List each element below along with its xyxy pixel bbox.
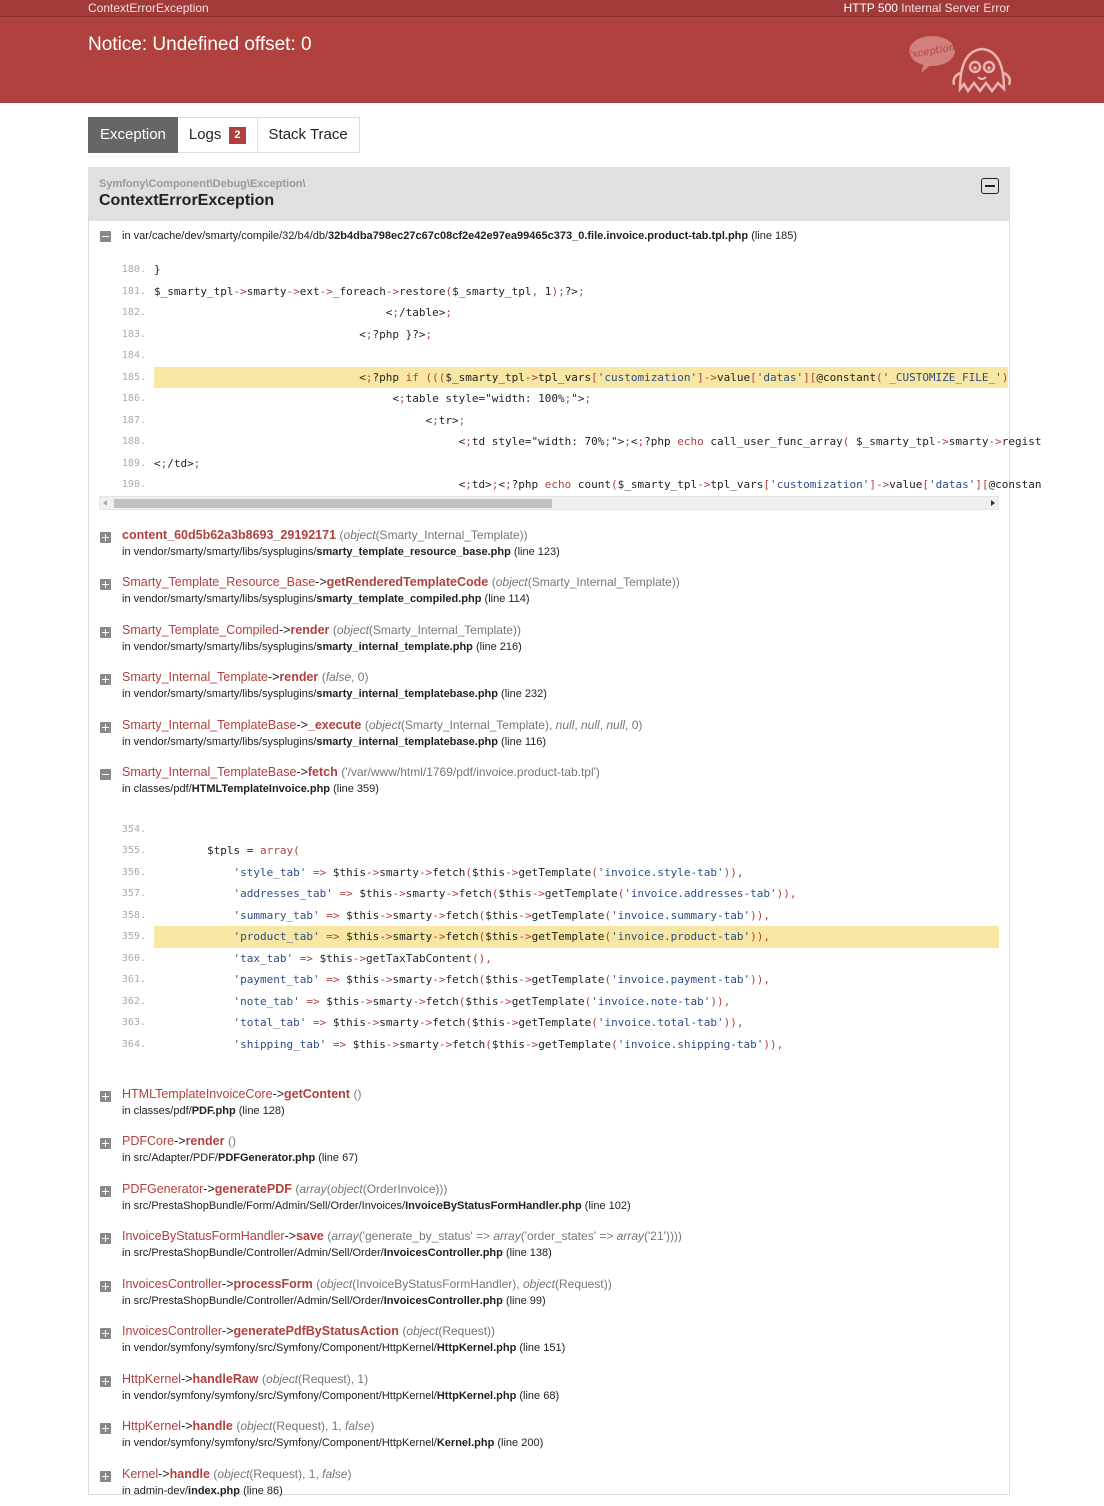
exception-class: ContextErrorException — [99, 192, 999, 210]
trace-line: (line 216) — [476, 641, 522, 653]
trace-arrow: -> — [315, 575, 326, 589]
trace-item[interactable] — [89, 757, 1009, 805]
trace-arrow: -> — [268, 670, 279, 684]
exception-name-label: ContextErrorException — [88, 0, 209, 16]
trace-class: Smarty_Internal_TemplateBase — [122, 718, 296, 732]
trace-item[interactable] — [89, 1174, 1009, 1222]
expand-frame-icon[interactable] — [100, 579, 111, 590]
trace-file: InvoicesController.php — [384, 1247, 503, 1259]
exception-namespace: Symfony\Component\Debug\Exception\ — [99, 178, 999, 190]
trace-path: in classes/pdf/ — [122, 783, 192, 795]
trace-location — [122, 639, 1009, 655]
trace-location — [122, 1198, 1009, 1214]
trace-item[interactable] — [89, 1364, 1009, 1412]
trace-class: PDFGenerator — [122, 1182, 203, 1196]
code-line — [99, 388, 999, 410]
trace-class: HttpKernel — [122, 1372, 181, 1386]
expand-frame-icon[interactable] — [100, 1376, 111, 1387]
line-number: 362. — [99, 991, 154, 1013]
line-number: 181. — [99, 281, 154, 303]
trace-args: () — [353, 1087, 361, 1101]
trace-call — [122, 1465, 1009, 1483]
code-text: <;tr>; — [154, 410, 999, 432]
line-number: 358. — [99, 905, 154, 927]
code-text: 'shipping_tab' => $this->smarty->fetch($this->getTemplate('invoice.shipping-tab')), — [154, 1034, 999, 1056]
trace-item[interactable] — [89, 1459, 1009, 1506]
trace-item[interactable] — [89, 1221, 1009, 1269]
trace-location — [122, 1293, 1009, 1309]
trace-call — [122, 1085, 1009, 1103]
trace-path: in vendor/smarty/smarty/libs/sysplugins/ — [122, 593, 316, 605]
trace-args: (array(object(OrderInvoice))) — [295, 1182, 447, 1196]
code-text: <;td>;<;?php echo count($_smarty_tpl->tpl_vars['customization']->value['datas'][@constan — [154, 474, 1042, 496]
trace-file: InvoicesController.php — [384, 1295, 503, 1307]
trace-item[interactable] — [89, 1411, 1009, 1459]
tab-stack-trace-label: Stack Trace — [269, 118, 348, 152]
trace-class: Kernel — [122, 1467, 158, 1481]
trace-item[interactable] — [89, 662, 1009, 710]
code-text: 'note_tab' => $this->smarty->fetch($this->getTemplate('invoice.note-tab')), — [154, 991, 999, 1013]
first-frame-line: (line 185) — [751, 230, 797, 242]
expand-frame-icon[interactable] — [100, 532, 111, 543]
line-number: 184. — [99, 345, 154, 367]
trace-function: handleRaw — [193, 1372, 259, 1386]
trace-location — [122, 1150, 1009, 1166]
code-line — [99, 324, 999, 346]
tab-exception[interactable] — [88, 117, 178, 153]
trace-line: (line 151) — [519, 1342, 565, 1354]
ghost-logo-text: Exception! — [903, 41, 960, 61]
exception-ghost-icon — [908, 29, 1012, 97]
line-number: 357. — [99, 883, 154, 905]
trace-item[interactable] — [89, 1269, 1009, 1317]
line-number: 183. — [99, 324, 154, 346]
trace-call — [122, 668, 1009, 686]
status-text: Internal Server Error — [901, 1, 1010, 15]
trace-file: HttpKernel.php — [437, 1342, 516, 1354]
code-line — [99, 431, 999, 453]
trace-function: render — [290, 623, 329, 637]
trace-file: smarty_internal_templatebase.php — [316, 736, 498, 748]
code-text: <;td style="width: 70%;">;<;?php echo call_user_func_array( $_smarty_tpl->smarty->regist — [154, 431, 1042, 453]
trace-call — [122, 1180, 1009, 1198]
expand-frame-icon[interactable] — [100, 1138, 111, 1149]
trace-line: (line 86) — [243, 1485, 283, 1497]
expand-frame-icon[interactable] — [100, 1186, 111, 1197]
line-number: 354. — [99, 819, 154, 841]
trace-line: (line 102) — [585, 1200, 631, 1212]
line-number: 188. — [99, 431, 154, 453]
trace-path: in vendor/smarty/smarty/libs/sysplugins/ — [122, 641, 316, 653]
trace-call — [122, 621, 1009, 639]
trace-class: HTMLTemplateInvoiceCore — [122, 1087, 273, 1101]
trace-call — [122, 573, 1009, 591]
line-number: 359. — [99, 926, 154, 948]
trace-arrow: -> — [285, 1229, 296, 1243]
tab-exception-label: Exception — [100, 118, 166, 152]
code-text: $_smarty_tpl->smarty->ext->_foreach->restore($_smarty_tpl, 1);?>; — [154, 281, 999, 303]
scroll-right-icon[interactable] — [991, 500, 995, 506]
code-line — [99, 905, 999, 927]
first-frame-text — [122, 221, 797, 251]
trace-call — [122, 1227, 1009, 1245]
code-line — [99, 862, 999, 884]
code-text: 'product_tab' => $this->smarty->fetch($this->getTemplate('invoice.product-tab')), — [154, 926, 999, 948]
trace-line: (line 232) — [501, 688, 547, 700]
trace-path: in src/PrestaShopBundle/Controller/Admin/Sell/Order/ — [122, 1247, 384, 1259]
trace-path: in vendor/smarty/smarty/libs/sysplugins/ — [122, 736, 316, 748]
line-number: 180. — [99, 259, 154, 281]
code-line — [99, 969, 999, 991]
trace-function: save — [296, 1229, 324, 1243]
trace-item[interactable] — [89, 1079, 1009, 1127]
code-line — [99, 345, 999, 367]
code-text: 'summary_tab' => $this->smarty->fetch($this->getTemplate('invoice.summary-tab')), — [154, 905, 999, 927]
trace-item[interactable] — [89, 1126, 1009, 1174]
trace-call — [122, 1370, 1009, 1388]
code-text: } — [154, 259, 999, 281]
code-text: <;?php if ((($_smarty_tpl->tpl_vars['customization']->value['datas'][@constant('_CUSTOMIZE_FILE_') — [154, 367, 1008, 389]
code-line — [99, 948, 999, 970]
code-line — [99, 883, 999, 905]
trace-call — [122, 1322, 1009, 1340]
trace-location — [122, 591, 1009, 607]
trace-line: (line 128) — [239, 1105, 285, 1117]
trace-location — [122, 544, 1009, 560]
trace-file: smarty_internal_template.php — [316, 641, 473, 653]
trace-args: (object(Request)) — [402, 1324, 495, 1338]
trace-call — [122, 1275, 1009, 1293]
collapse-all-icon[interactable] — [981, 178, 999, 194]
line-number: 360. — [99, 948, 154, 970]
code-line — [99, 453, 999, 475]
tab-logs-label: Logs — [189, 118, 222, 152]
trace-call — [122, 1132, 1009, 1150]
code-line — [99, 367, 999, 389]
trace-path: in vendor/smarty/smarty/libs/sysplugins/ — [122, 688, 316, 700]
trace-path: in vendor/symfony/symfony/src/Symfony/Component/HttpKernel/ — [122, 1437, 437, 1449]
trace-file: smarty_template_compiled.php — [316, 593, 481, 605]
expand-frame-icon[interactable] — [100, 1281, 111, 1292]
code-line — [99, 281, 999, 303]
trace-item[interactable] — [89, 615, 1009, 663]
code-line — [99, 1034, 999, 1056]
trace-call — [122, 763, 1009, 781]
trace-location — [122, 1245, 1009, 1261]
trace-class: InvoicesController — [122, 1324, 222, 1338]
trace-line: (line 138) — [506, 1247, 552, 1259]
code-line — [99, 474, 999, 496]
code-snippet-2 — [89, 805, 1009, 1071]
line-number: 186. — [99, 388, 154, 410]
trace-path: in src/PrestaShopBundle/Controller/Admin/Sell/Order/ — [122, 1295, 384, 1307]
top-bar — [0, 0, 1104, 17]
scrollbar-thumb[interactable] — [114, 499, 552, 508]
code-text: <;table style="width: 100%;">; — [154, 388, 999, 410]
trace-file: index.php — [188, 1485, 240, 1497]
trace-file: smarty_template_resource_base.php — [316, 546, 510, 558]
code-text: 'style_tab' => $this->smarty->fetch($this->getTemplate('invoice.style-tab')), — [154, 862, 999, 884]
first-frame-location[interactable] — [89, 221, 1009, 251]
trace-function: getContent — [284, 1087, 350, 1101]
trace-item[interactable] — [89, 567, 1009, 615]
error-header — [0, 17, 1104, 103]
trace-path: in admin-dev/ — [122, 1485, 188, 1497]
trace-class: Smarty_Internal_TemplateBase — [122, 765, 296, 779]
logs-count-badge: 2 — [229, 127, 245, 144]
trace-arrow: -> — [279, 623, 290, 637]
code-snippet-1 — [89, 251, 1009, 496]
trace-item[interactable] — [89, 1316, 1009, 1364]
tab-stack-trace[interactable] — [258, 117, 360, 153]
trace-function: handle — [193, 1419, 233, 1433]
trace-line: (line 200) — [497, 1437, 543, 1449]
trace-location — [122, 1103, 1009, 1119]
trace-arrow: -> — [296, 718, 307, 732]
expand-frame-icon[interactable] — [100, 1091, 111, 1102]
code-text: 'payment_tab' => $this->smarty->fetch($this->getTemplate('invoice.payment-tab')), — [154, 969, 999, 991]
trace-line: (line 99) — [506, 1295, 546, 1307]
exception-header — [89, 167, 1009, 221]
trace-arrow: -> — [273, 1087, 284, 1101]
trace-args: (false, 0) — [322, 670, 369, 684]
trace-function: generatePDF — [215, 1182, 292, 1196]
code-text: 'addresses_tab' => $this->smarty->fetch($this->getTemplate('invoice.addresses-tab')), — [154, 883, 999, 905]
trace-line: (line 68) — [519, 1390, 559, 1402]
line-number: 361. — [99, 969, 154, 991]
trace-file: Kernel.php — [437, 1437, 494, 1449]
trace-file: smarty_internal_templatebase.php — [316, 688, 498, 700]
trace-args: (object(Request), 1, false) — [213, 1467, 351, 1481]
code-line — [99, 819, 999, 841]
status-code: HTTP 500 — [843, 1, 897, 15]
trace-call — [122, 526, 1009, 544]
expand-frame-icon[interactable] — [100, 1471, 111, 1482]
trace-call — [122, 716, 1009, 734]
trace-arrow: -> — [174, 1134, 185, 1148]
first-frame-file: 32b4dba798ec27c67c08cf2e42e97ea99465c373_0.file.invoice.product-tab.tpl.php — [328, 230, 748, 242]
trace-args: (object(Request), 1) — [262, 1372, 368, 1386]
trace-location — [122, 781, 1009, 797]
trace-line: (line 359) — [333, 783, 379, 795]
trace-line: (line 114) — [485, 593, 530, 605]
code-text: <;/td>; — [154, 453, 999, 475]
code-line — [99, 410, 999, 432]
trace-args: (object(InvoiceByStatusFormHandler), object(Request)) — [316, 1277, 611, 1291]
trace-file: HttpKernel.php — [437, 1390, 516, 1402]
trace-location — [122, 1435, 1009, 1451]
code-line — [99, 926, 999, 948]
trace-arrow: -> — [181, 1372, 192, 1386]
trace-file: PDFGenerator.php — [218, 1152, 315, 1164]
trace-args: (object(Smarty_Internal_Template)) — [492, 575, 680, 589]
trace-line: (line 123) — [514, 546, 560, 558]
trace-class: InvoicesController — [122, 1277, 222, 1291]
code-text — [154, 819, 999, 841]
trace-file: PDF.php — [192, 1105, 236, 1117]
expand-frame-icon[interactable] — [100, 627, 111, 638]
trace-function: content_60d5b62a3b8693_29192171 — [122, 528, 336, 542]
trace-item[interactable] — [89, 520, 1009, 568]
trace-path: in vendor/symfony/symfony/src/Symfony/Component/HttpKernel/ — [122, 1390, 437, 1402]
first-frame-prefix: in var/cache/dev/smarty/compile/32/b4/db/ — [122, 230, 328, 242]
trace-line: (line 116) — [501, 736, 546, 748]
trace-path: in vendor/symfony/symfony/src/Symfony/Component/HttpKernel/ — [122, 1342, 437, 1354]
code-text: 'total_tab' => $this->smarty->fetch($this->getTemplate('invoice.total-tab')), — [154, 1012, 999, 1034]
stack-trace-list — [89, 520, 1009, 805]
line-number: 190. — [99, 474, 154, 496]
trace-function: render — [186, 1134, 225, 1148]
trace-arrow: -> — [296, 765, 307, 779]
trace-class: Smarty_Template_Resource_Base — [122, 575, 315, 589]
code-line — [99, 840, 999, 862]
trace-location — [122, 734, 1009, 750]
trace-class: PDFCore — [122, 1134, 174, 1148]
trace-location — [122, 1483, 1009, 1499]
trace-function: processForm — [234, 1277, 313, 1291]
trace-arrow: -> — [222, 1277, 233, 1291]
trace-function: generatePdfByStatusAction — [234, 1324, 399, 1338]
error-message: Notice: Undefined offset: 0 — [88, 34, 1104, 56]
tab-logs[interactable] — [178, 117, 258, 153]
trace-function: fetch — [308, 765, 338, 779]
code-line — [99, 259, 999, 281]
trace-arrow: -> — [158, 1467, 169, 1481]
trace-path: in classes/pdf/ — [122, 1105, 192, 1117]
http-status — [843, 0, 1010, 16]
line-number: 187. — [99, 410, 154, 432]
exception-panel — [88, 167, 1010, 1495]
trace-path: in src/PrestaShopBundle/Form/Admin/Sell/Order/Invoices/ — [122, 1200, 405, 1212]
code-line — [99, 302, 999, 324]
line-number: 182. — [99, 302, 154, 324]
trace-location — [122, 1388, 1009, 1404]
expand-frame-icon[interactable] — [100, 1423, 111, 1434]
trace-args: (object(Smarty_Internal_Template)) — [340, 528, 528, 542]
trace-function: _execute — [308, 718, 362, 732]
trace-function: handle — [170, 1467, 210, 1481]
line-number: 189. — [99, 453, 154, 475]
expand-frame-icon[interactable] — [100, 1233, 111, 1244]
tab-bar — [88, 117, 1104, 153]
scroll-left-icon[interactable] — [103, 500, 107, 506]
trace-class: InvoiceByStatusFormHandler — [122, 1229, 285, 1243]
trace-class: HttpKernel — [122, 1419, 181, 1433]
expand-frame-icon[interactable] — [100, 1328, 111, 1339]
trace-file: HTMLTemplateInvoice.php — [192, 783, 330, 795]
trace-arrow: -> — [203, 1182, 214, 1196]
code-line — [99, 1012, 999, 1034]
collapse-frame-icon[interactable] — [100, 769, 111, 780]
trace-class: Smarty_Template_Compiled — [122, 623, 279, 637]
code-text: <;?php }?>; — [154, 324, 999, 346]
trace-args: () — [228, 1134, 236, 1148]
line-number: 364. — [99, 1034, 154, 1056]
trace-line: (line 67) — [318, 1152, 358, 1164]
expand-frame-icon[interactable] — [100, 674, 111, 685]
trace-args: (object(Request), 1, false) — [236, 1419, 374, 1433]
trace-function: render — [279, 670, 318, 684]
trace-function: getRenderedTemplateCode — [327, 575, 489, 589]
collapse-frame-icon[interactable] — [100, 231, 111, 242]
code-line — [99, 991, 999, 1013]
trace-path: in vendor/smarty/smarty/libs/sysplugins/ — [122, 546, 316, 558]
code-text: $tpls = array( — [154, 840, 999, 862]
expand-frame-icon[interactable] — [100, 722, 111, 733]
line-number: 185. — [99, 367, 154, 389]
line-number: 355. — [99, 840, 154, 862]
trace-args: ('/var/www/html/1769/pdf/invoice.product-tab.tpl') — [341, 765, 600, 779]
trace-location — [122, 1340, 1009, 1356]
code-text — [154, 345, 999, 367]
line-number: 356. — [99, 862, 154, 884]
trace-file: InvoiceByStatusFormHandler.php — [405, 1200, 582, 1212]
code-text: <;/table>; — [154, 302, 999, 324]
stack-trace-list-2 — [89, 1079, 1009, 1506]
trace-arrow: -> — [181, 1419, 192, 1433]
trace-args: (object(Smarty_Internal_Template), null, null, null, 0) — [365, 718, 643, 732]
code-text: 'tax_tab' => $this->getTaxTabContent(), — [154, 948, 999, 970]
trace-args: (object(Smarty_Internal_Template)) — [333, 623, 521, 637]
trace-arrow: -> — [222, 1324, 233, 1338]
trace-args: (array('generate_by_status' => array('order_states' => array('21')))) — [327, 1229, 682, 1243]
trace-location — [122, 686, 1009, 702]
trace-path: in src/Adapter/PDF/ — [122, 1152, 218, 1164]
line-number: 363. — [99, 1012, 154, 1034]
trace-class: Smarty_Internal_Template — [122, 670, 268, 684]
horizontal-scrollbar[interactable] — [99, 496, 999, 510]
trace-item[interactable] — [89, 710, 1009, 758]
trace-call — [122, 1417, 1009, 1435]
